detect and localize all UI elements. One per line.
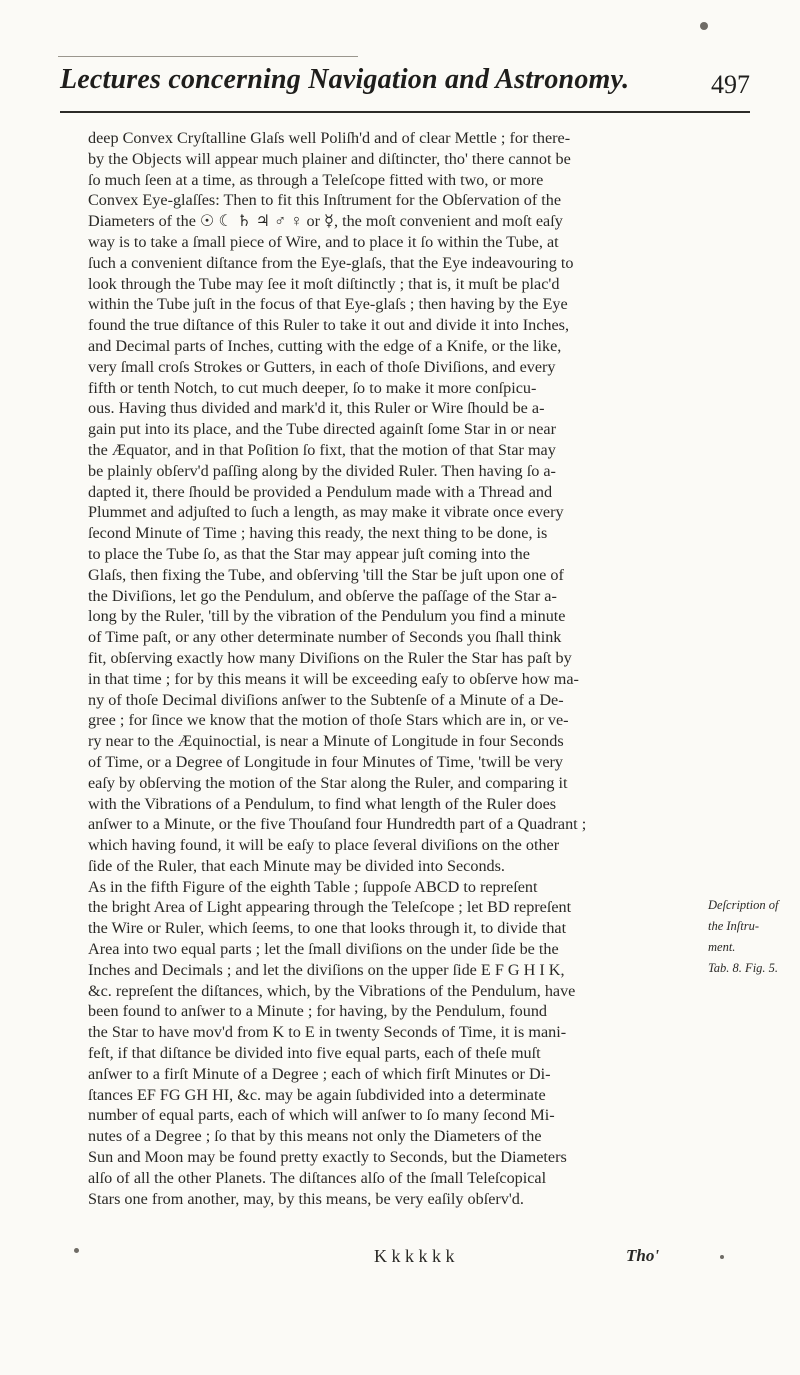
text-line: &c. repreſent the diſtances, which, by the Vibrations of the Pendulum, have [88, 981, 576, 1000]
text-line: be plainly obſerv'd paſſing along by the divided Ruler. Then having ſo a- [88, 461, 556, 480]
text-line [88, 1209, 750, 1230]
text-line: the bright Area of Light appearing through the Teleſcope ; let BD repreſent [88, 898, 572, 917]
margin-note-ment: ment. [708, 940, 736, 954]
ink-speck [74, 1248, 79, 1253]
header-rule [60, 111, 750, 113]
text-line: of Time paſt, or any other determinate number of Seconds you ſhall think [88, 628, 562, 647]
ink-speck [700, 22, 708, 30]
text-line: ſtances EF FG GH HI, &c. may be again ſubdivided into a determinate [88, 1085, 546, 1104]
text-line: in that time ; for by this means it will be exceeding eaſy to obſerve how ma- [88, 669, 579, 688]
text-line: to place the Tube ſo, as that the Star may appear juſt coming into the [88, 544, 530, 563]
margin-note-figure-reference: Tab. 8. Fig. 5. [708, 961, 779, 975]
text-line: the Wire or Ruler, which ſeems, to one that looks through it, to divide that [88, 919, 567, 938]
catchword: Tho' [626, 1246, 660, 1265]
text-line: fifth or tenth Notch, to cut much deeper, ſo to make it more conſpicu- [88, 378, 537, 397]
text-line: eaſy by obſerving the motion of the Star along the Ruler, and comparing it [88, 773, 568, 792]
text-line: and Decimal parts of Inches, cutting with the edge of a Knife, or the like, [88, 336, 562, 355]
margin-note-description: Deſcription of [708, 898, 779, 912]
text-line: ſecond Minute of Time ; having this ready, the next thing to be done, is [88, 524, 548, 543]
text-line: ſuch a convenient diſtance from the Eye-glaſs, that the Eye indeavouring to [88, 253, 574, 272]
text-line: ry near to the Æquinoctial, is near a Minute of Longitude in four Seconds [88, 732, 564, 751]
text-line: Diameters of the ☉ ☾ ♄ ♃ ♂ ♀ or ☿, the moſt convenient and moſt eaſy [88, 212, 563, 231]
text-line: way is to take a ſmall piece of Wire, and to place it ſo within the Tube, at [88, 232, 559, 251]
signature-mark: K k k k k k [374, 1246, 455, 1266]
text-line: ſide of the Ruler, that each Minute may be divided into Seconds. [88, 856, 505, 875]
text-line: dapted it, there ſhould be provided a Pendulum made with a Thread and [88, 482, 553, 501]
text-line: feſt, if that diſtance be divided into five equal parts, each of theſe muſt [88, 1044, 541, 1063]
text-line: anſwer to a Minute, or the five Thouſand four Hundredth part of a Quadrant ; [88, 815, 587, 834]
text-line: number of equal parts, each of which will anſwer to ſo many ſecond Mi- [88, 1106, 555, 1125]
text-line: of Time, or a Degree of Longitude in four Minutes of Time, 'twill be very [88, 752, 563, 771]
text-line: the Æquator, and in that Poſition ſo fixt, that the motion of that Star may [88, 440, 556, 459]
text-line: by the Objects will appear much plainer and diſtincter, tho' there cannot be [88, 149, 571, 168]
text-line: Stars one from another, may, by this means, be very eaſily obſerv'd. [88, 1189, 524, 1208]
page-number: 497 [711, 70, 750, 99]
text-line: alſo of all the other Planets. The diſtances alſo of the ſmall Teleſcopical [88, 1168, 547, 1187]
text-line: Area into two equal parts ; let the ſmall diviſions on the under ſide be the [88, 940, 559, 959]
text-line: look through the Tube may ſee it moſt diſtinctly ; that is, it muſt be plac'd [88, 274, 560, 293]
text-line: which having found, it will be eaſy to place ſeveral diviſions on the other [88, 836, 560, 855]
body-text [88, 128, 750, 1230]
text-line: deep Convex Cryſtalline Glaſs well Poliſh'd and of clear Mettle ; for there- [88, 129, 571, 147]
text-line: the Diviſions, let go the Pendulum, and obſerve the paſſage of the Star a- [88, 586, 557, 605]
running-title: Lectures concerning Navigation and Astronomy. [60, 64, 630, 95]
text-line: found the true diſtance of this Ruler to take it out and divide it into Inches, [88, 316, 570, 335]
text-line: gain put into its place, and the Tube directed againſt ſome Star in or near [88, 420, 556, 439]
text-line: Glaſs, then fixing the Tube, and obſerving 'till the Star be juſt upon one of [88, 565, 564, 584]
text-line: been found to anſwer to a Minute ; for having, by the Pendulum, found [88, 1002, 548, 1021]
text-line: very ſmall croſs Strokes or Gutters, in each of thoſe Diviſions, and every [88, 357, 556, 376]
margin-note-instrument: the Inſtru- [708, 919, 760, 933]
text-line: nutes of a Degree ; ſo that by this means not only the Diameters of the [88, 1127, 542, 1146]
ink-speck [720, 1255, 724, 1259]
text-line: gree ; for ſince we know that the motion of thoſe Stars which are in, or ve- [88, 711, 569, 730]
text-line: with the Vibrations of a Pendulum, to find what length of the Ruler does [88, 794, 557, 813]
text-line: the Star to have mov'd from K to E in twenty Seconds of Time, it is mani- [88, 1023, 567, 1042]
text-line: Sun and Moon may be found pretty exactly to Seconds, but the Diameters [88, 1148, 567, 1167]
text-line: anſwer to a firſt Minute of a Degree ; each of which firſt Minutes or Di- [88, 1064, 551, 1083]
text-line: As in the fifth Figure of the eighth Table ; ſuppoſe ABCD to repreſent [88, 877, 538, 896]
top-edge-line [58, 56, 358, 57]
text-line: ny of thoſe Decimal diviſions anſwer to the Subtenſe of a Minute of a De- [88, 690, 564, 709]
text-line: Convex Eye-glaſſes: Then to fit this Inſtrument for the Obſervation of the [88, 191, 562, 210]
text-line: Plummet and adjuſted to ſuch a length, as may make it vibrate once every [88, 503, 564, 522]
text-line: within the Tube juſt in the focus of that Eye-glaſs ; then having by the Eye [88, 295, 568, 314]
text-line: fit, obſerving exactly how many Diviſions on the Ruler the Star has paſt by [88, 648, 572, 667]
text-line: ſo much ſeen at a time, as through a Teleſcope fitted with two, or more [88, 170, 544, 189]
text-line: Inches and Decimals ; and let the diviſions on the upper ſide E F G H I K, [88, 960, 565, 979]
text-line: ous. Having thus divided and mark'd it, this Ruler or Wire ſhould be a- [88, 399, 545, 418]
page-footer [0, 1246, 800, 1276]
page-header [60, 64, 750, 108]
text-line: long by the Ruler, 'till by the vibration of the Pendulum you find a minute [88, 607, 566, 626]
